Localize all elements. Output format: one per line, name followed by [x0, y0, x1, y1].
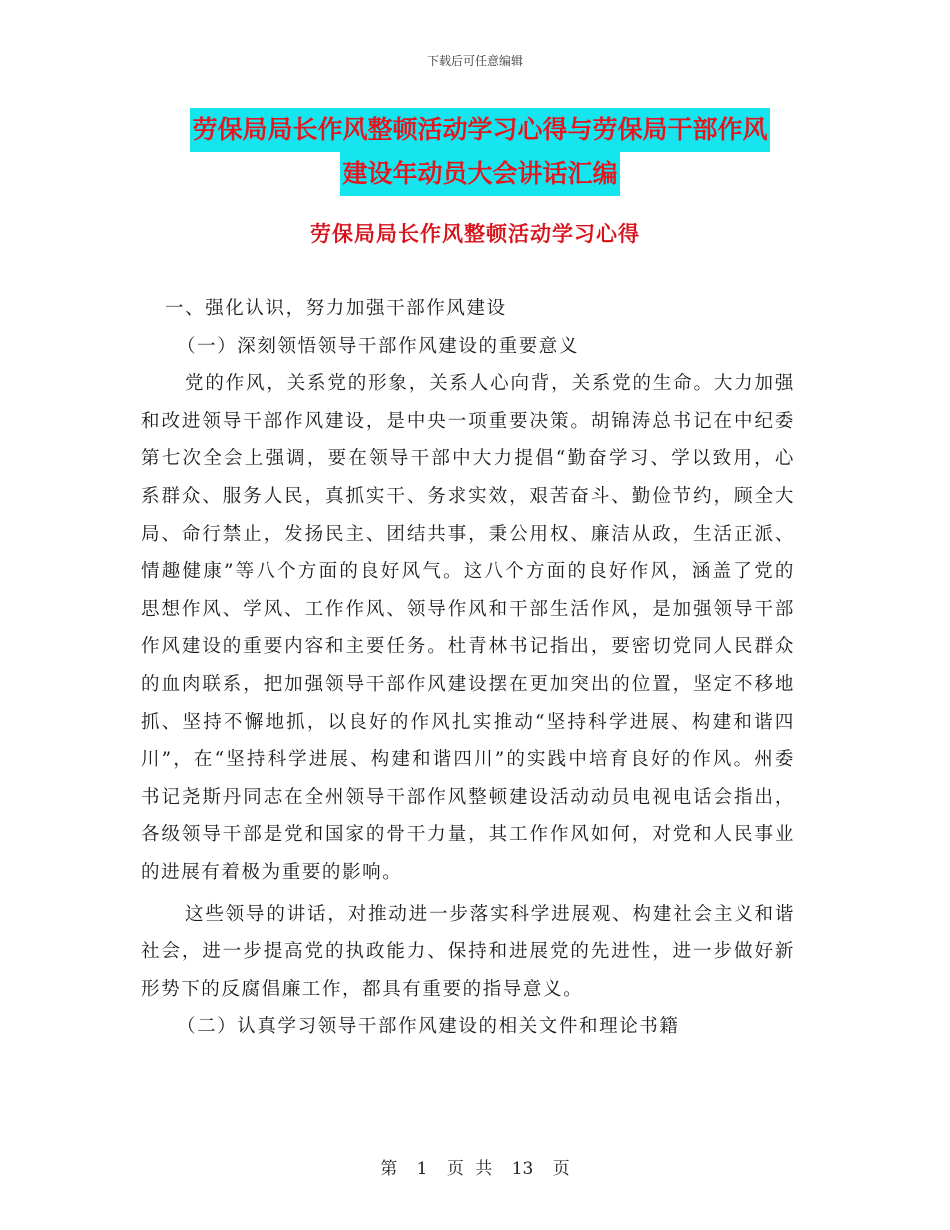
page-number: 1 — [416, 1159, 428, 1179]
footer-middle: 页 共 — [446, 1159, 493, 1179]
heading-level-2: （一）深刻领悟领导干部作风建设的重要意义 — [177, 335, 580, 357]
footer-suffix: 页 — [552, 1159, 570, 1179]
paragraph: 这些领导的讲话，对推动进一步落实科学进展观、构建社会主义和谐社会，进一步提高党的执政能力、保持和进展党的先进性，进一步做好新形势下的反腐倡廉工作，都具有重要的指导意义。 — [141, 903, 795, 1000]
page-footer — [0, 1154, 950, 1179]
paragraph: 党的作风，关系党的形象，关系人心向背，关系党的生命。大力加强和改进领导干部作风建设，是中央一项重要决策。胡锦涛总书记在中纪委第七次全会上强调，要在领导干部中大力提倡“勤奋学习、学以致用，心系群众、服务人民，真抓实干、务求实效，艰苦奋斗、勤俭节约，顾全大局、命行禁止，发扬民主、团结共事，秉公用权、廉洁从政，生活正派、情趣健康”等八个方面的良好风气。这八个方面的良好作风，涵盖了党的思想作风、学风、工作作风、领导作风和干部生活作风，是加强领导干部作风建设的重要内容和主要任务。杜青林书记指出，要密切党同人民群众的血肉联系，把加强领导干部作风建设摆在更加突出的位置，坚定不移地抓、坚持不懈地抓，以良好的作风扎实推动“坚持科学进展、构建和谐四川”，在“坚持科学进展、构建和谐四川”的实践中培育良好的作风。州委书记尧斯丹同志在全州领导干部作风整顿建设活动动员电视电话会指出，各级领导干部是党和国家的骨干力量，其工作作风如何，对党和人民事业的进展有着极为重要的影响。 — [141, 373, 795, 883]
page-total: 13 — [511, 1159, 534, 1179]
heading-level-2: （二）认真学习领导干部作风建设的相关文件和理论书籍 — [177, 1016, 680, 1038]
document-body — [141, 290, 795, 1046]
header-note: 下载后可任意编辑 — [426, 54, 523, 68]
document-title-line-2: 建设年动员大会讲话汇编 — [340, 152, 619, 196]
heading-level-1: 一、强化认识，努力加强干部作风建设 — [165, 298, 507, 319]
section-title: 劳保局局长作风整顿活动学习心得 — [310, 222, 640, 246]
footer-prefix: 第 — [380, 1159, 398, 1179]
document-title — [150, 108, 810, 196]
document-title-line-1: 劳保局局长作风整顿活动学习心得与劳保局干部作风 — [190, 108, 769, 152]
